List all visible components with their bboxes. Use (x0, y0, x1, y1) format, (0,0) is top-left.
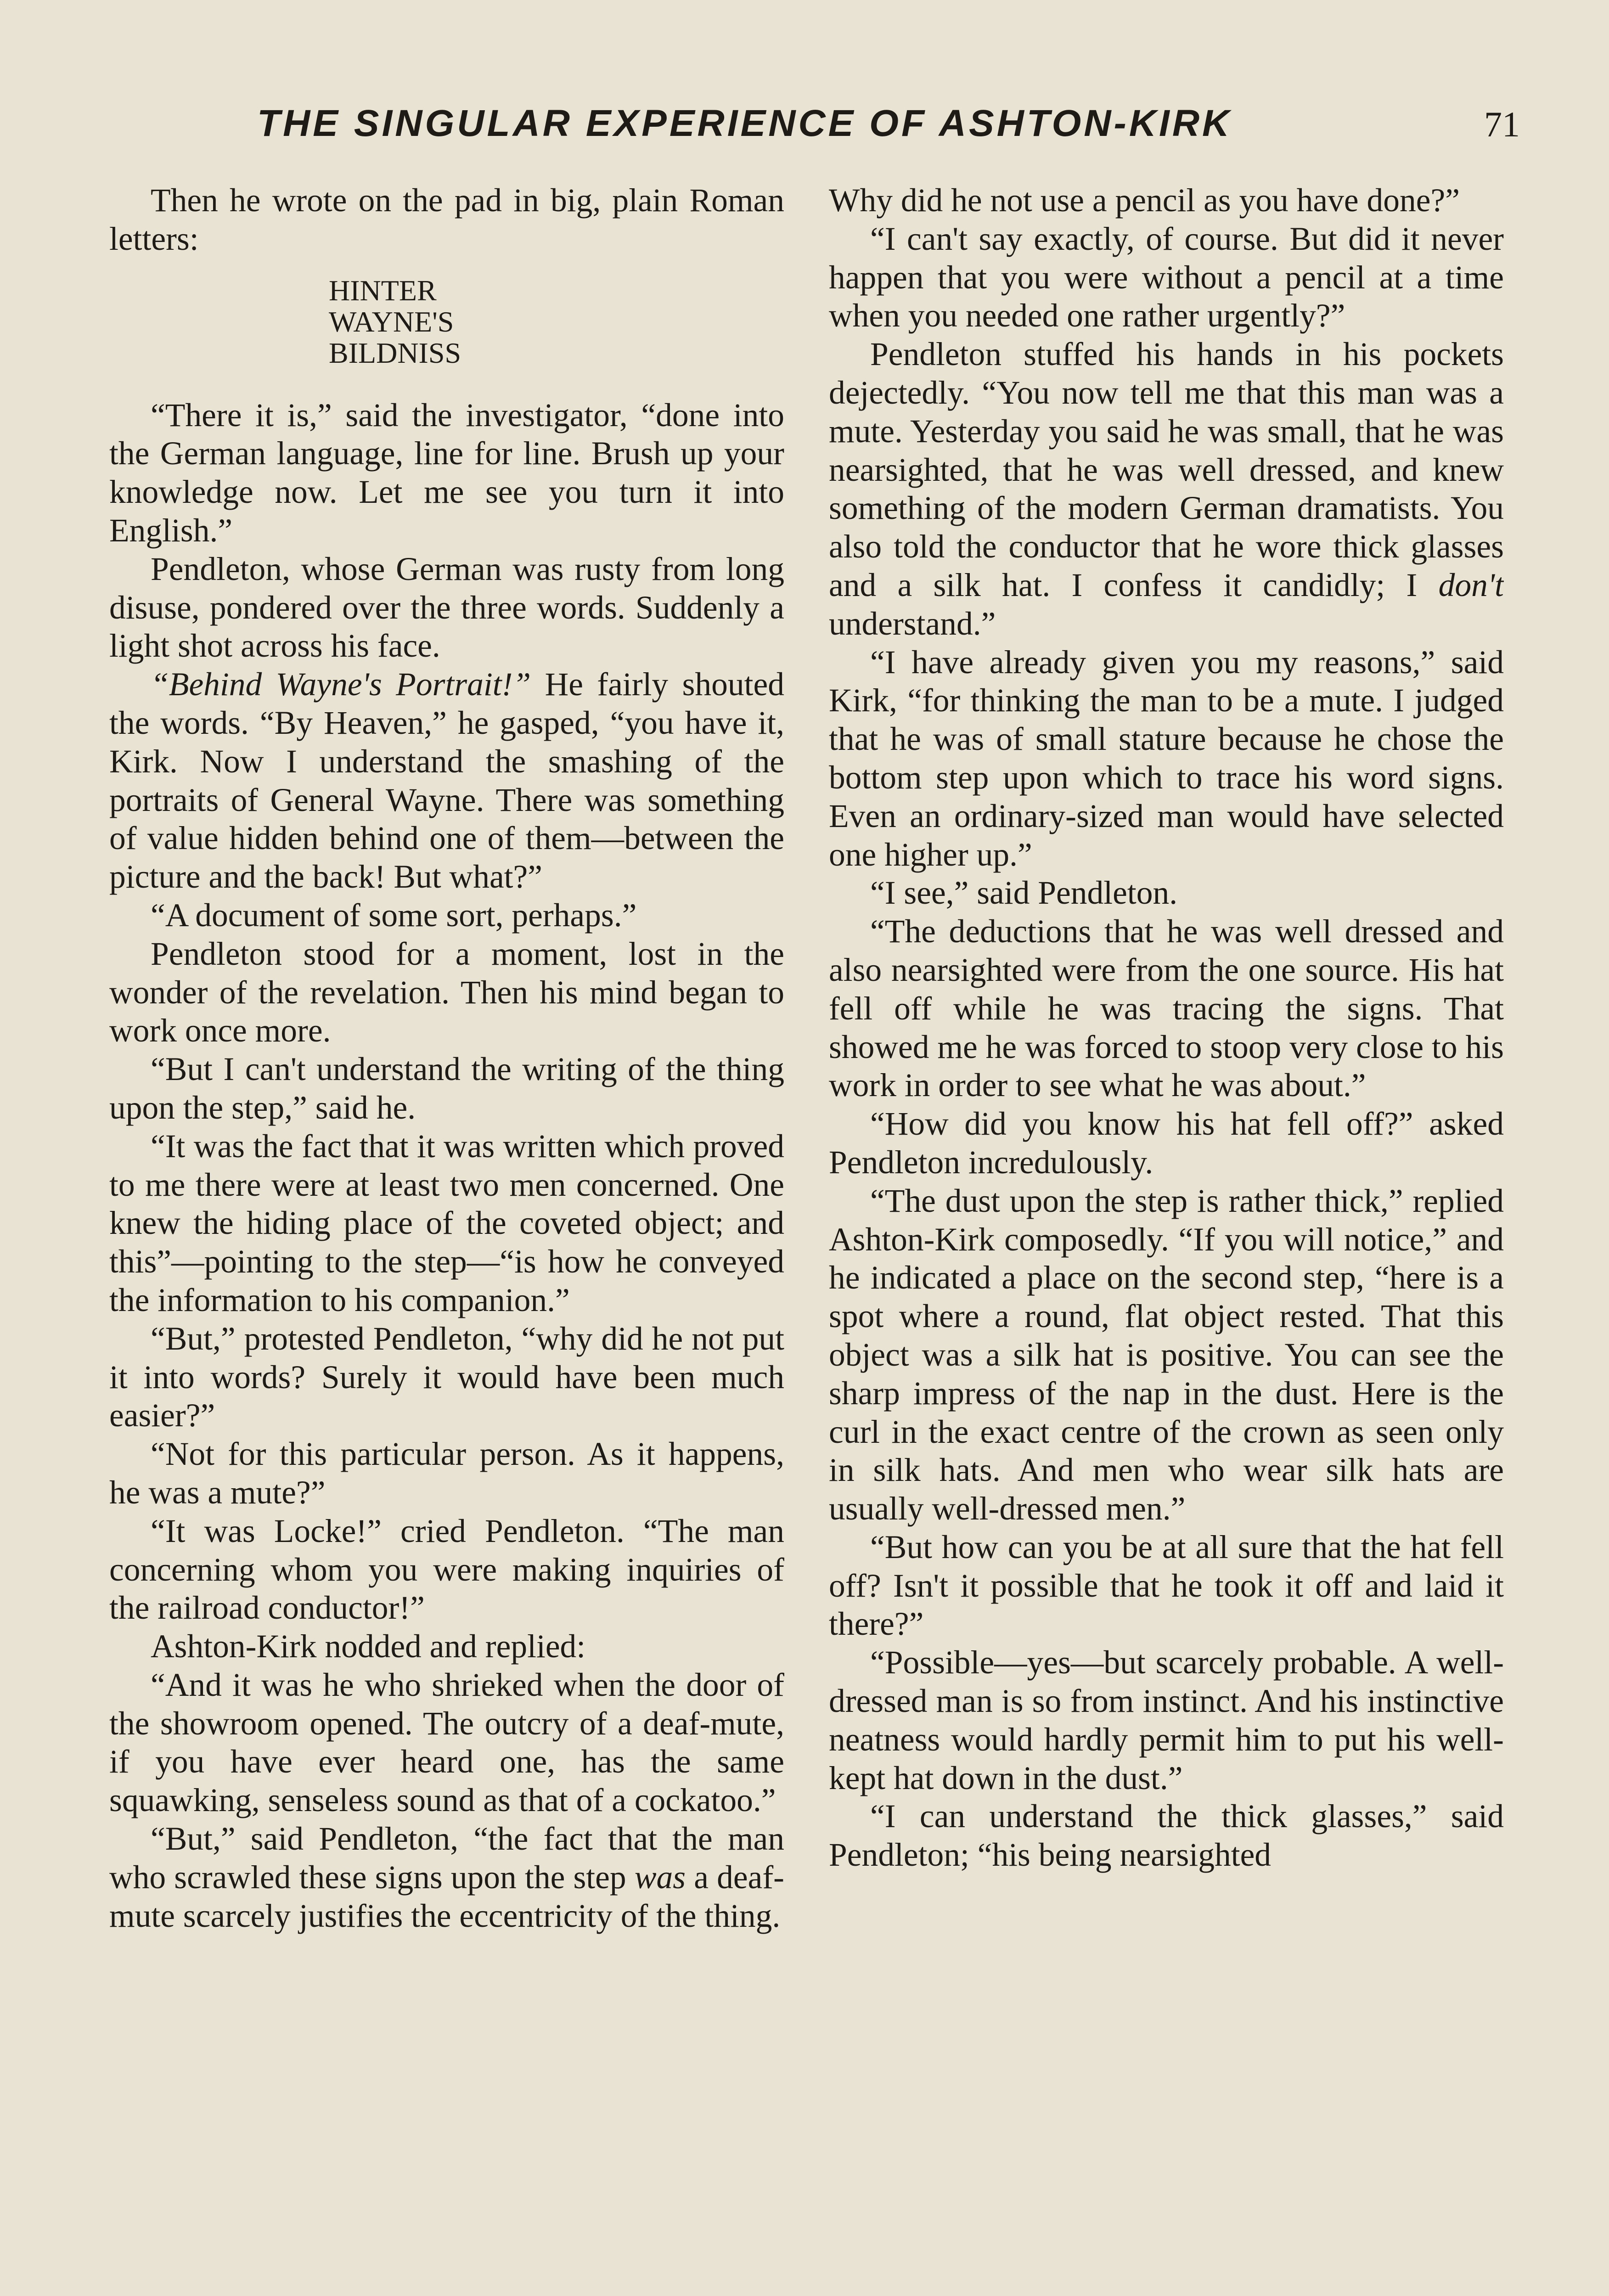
italic-exclamation: “Behind Wayne's Portrait!” (151, 666, 531, 703)
paragraph (829, 335, 1504, 643)
paragraph: “The dust upon the step is rather thick,” replied Ashton-Kirk composedly. “If you will notice,” and he indicated a place on the second step, “here is a spot where a round, flat object rested. That this object was a silk hat is positive. You can see the sharp impress of the nap in the dust. Here is the curl in the exact centre of the crown as seen only in silk hats. And men who wear silk hats are usually well-dressed men.” (829, 1182, 1504, 1527)
paragraph: “But,” protested Pendleton, “why did he not put it into words? Surely it would have been much easier?” (109, 1320, 784, 1434)
paragraph: “Not for this particular person. As it happens, he was a mute?” (109, 1436, 784, 1511)
page-header (106, 102, 1520, 157)
paragraph-text: Pendleton stuffed his hands in his pockets dejectedly. “You now tell me that this man was a mute. Yesterday you said he was small, that he was nearsighted, that he was well dressed, and knew something of the modern German dramatists. You also told the conductor that he wore thick glasses and a silk hat. I confess it candidly; I (829, 336, 1504, 603)
paragraph: “But I can't understand the writing of the thing upon the step,” said he. (109, 1051, 784, 1126)
paragraph: Then he wrote on the pad in big, plain Roman letters: (109, 182, 784, 257)
running-title: THE SINGULAR EXPERIENCE OF ASHTON-KIRK (257, 102, 1232, 144)
paragraph: Pendleton, whose German was rusty from long disuse, pondered over the three words. Suddenly a light shot across his face. (109, 551, 784, 664)
page-number: 71 (1484, 104, 1520, 144)
paragraph-continuation: Why did he not use a pencil as you have done?” (829, 182, 1460, 219)
paragraph: “It was Locke!” cried Pendleton. “The man concerning whom you were making inquiries of the railroad conductor!” (109, 1513, 784, 1626)
paragraph: “A document of some sort, perhaps.” (151, 897, 637, 934)
translation-line: WAYNE'S (329, 305, 454, 338)
paragraph: “Possible—yes—but scarcely probable. A well-dressed man is so from instinct. And his instinctive neatness would hardly permit him to put his well-kept hat down in the dust.” (829, 1644, 1504, 1796)
paragraph (109, 665, 784, 896)
right-column (829, 181, 1504, 2296)
paragraph: “It was the fact that it was written which proved to me there were at least two men concerned. One knew the hiding place of the coveted object; and this”—pointing to the step—“is how he conveyed the information to his companion.” (109, 1128, 784, 1318)
paragraph-text: understand.” (829, 605, 996, 642)
italic-word: was (634, 1859, 686, 1896)
paragraph-text: a deaf-mute scarcely justifies the eccentricity of the thing. (109, 1859, 784, 1934)
paragraph (109, 1820, 784, 1935)
paragraph: “And it was he who shrieked when the door of the showroom opened. The outcry of a deaf-mute, if you have ever heard one, has the same squawking, senseless sound as that of a cockatoo.” (109, 1666, 784, 1819)
paragraph: Pendleton stood for a moment, lost in the wonder of the revelation. Then his mind began to work once more. (109, 935, 784, 1049)
paragraph: “There it is,” said the investigator, “done into the German language, line for line. Brush up your knowledge now. Let me see you turn it into English.” (109, 397, 784, 549)
translation-line: BILDNISS (329, 336, 461, 369)
translation-line: HINTER (329, 274, 437, 307)
paragraph: “The deductions that he was well dressed and also nearsighted were from the one source. His hat fell off while he was tracing the signs. That showed me he was forced to stoop very close to his work in order to see what he was about.” (829, 913, 1504, 1104)
paragraph: “I have already given you my reasons,” said Kirk, “for thinking the man to be a mute. I judged that he was of small stature because he chose the bottom step upon which to trace his word signs. Even an ordinary-sized man would have selected one higher up.” (829, 644, 1504, 873)
left-column (109, 181, 784, 2296)
paragraph: “I can understand the thick glasses,” said Pendleton; “his being nearsighted (829, 1798, 1504, 1874)
paragraph: “I can't say exactly, of course. But did it never happen that you were without a pencil at a time when you needed one rather urgently?” (829, 220, 1504, 334)
paragraph: “I see,” said Pendleton. (870, 875, 1178, 912)
italic-word: don't (1438, 567, 1504, 603)
german-translation (329, 275, 784, 369)
paragraph-text: “But,” said Pendleton, “the fact that the man who scrawled these signs upon the step (109, 1821, 784, 1896)
paragraph: “How did you know his hat fell off?” asked Pendleton incredulously. (829, 1106, 1504, 1181)
paragraph: Ashton-Kirk nodded and replied: (151, 1628, 586, 1665)
paragraph-text: He fairly shouted the words. “By Heaven,” he gasped, “you have it, Kirk. Now I understand the smashing of the portraits of General Wayne. There was something of value hidden behind one of them—between the picture and the back! But what?” (109, 666, 784, 895)
paragraph: “But how can you be at all sure that the hat fell off? Isn't it possible that he took it off and laid it there?” (829, 1529, 1504, 1643)
